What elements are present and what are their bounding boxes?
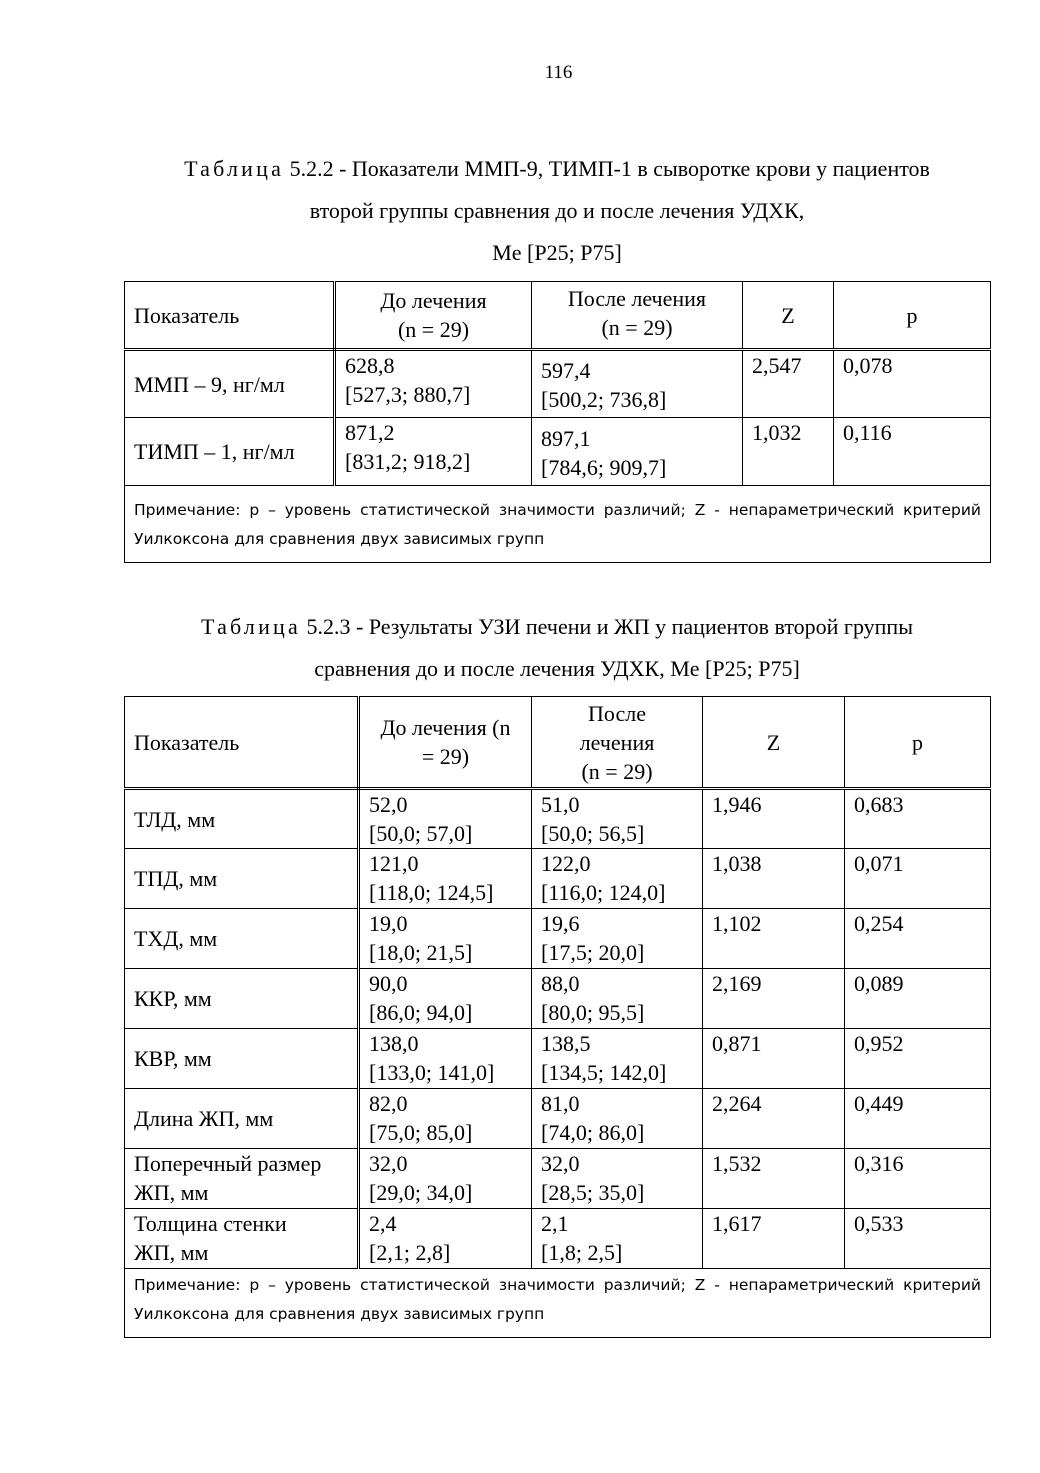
table2-r6-indicator: Длина ЖП, мм <box>125 1089 359 1149</box>
table1-header-indicator: Показатель <box>125 282 335 350</box>
table2-header-p: p <box>845 697 991 789</box>
table1-caption-line3: Me [P25; P75] <box>492 240 622 265</box>
table2-r7-after-range: [28,5; 35,0] <box>541 1180 645 1205</box>
table1-caption-text: 5.2.2 - Показатели ММП-9, ТИМП-1 в сыворотке крови у пациентов <box>289 156 930 181</box>
table2-r3-after <box>532 909 703 969</box>
table2-header-row <box>125 697 991 789</box>
table1-r2-after <box>532 418 743 486</box>
table2-r8-after-range: [1,8; 2,5] <box>541 1240 623 1265</box>
table2-r6-after <box>532 1089 703 1149</box>
table1 <box>124 281 991 563</box>
table2-r8-indicator-l1: Толщина стенки <box>134 1211 287 1236</box>
table1-header-after-l2: (n = 29) <box>601 315 673 340</box>
table1-r2-before-range: [831,2; 918,2] <box>345 449 471 474</box>
table-row <box>125 849 991 909</box>
table2-r8-after <box>532 1209 703 1269</box>
table2-r1-z: 1,946 <box>703 789 845 849</box>
table-row <box>125 909 991 969</box>
table2-r7-after <box>532 1149 703 1209</box>
table-row <box>125 969 991 1029</box>
table1-header-before <box>335 282 532 350</box>
table2-r6-before-range: [75,0; 85,0] <box>369 1120 473 1145</box>
page-number: 116 <box>544 62 573 83</box>
table-row <box>125 350 991 418</box>
table2-r4-before-range: [86,0; 94,0] <box>369 1000 473 1025</box>
table2-r2-z: 1,038 <box>703 849 845 909</box>
table2-note-row <box>125 1269 991 1338</box>
table1-header-after <box>532 282 743 350</box>
table1-r2-z: 1,032 <box>743 418 834 486</box>
table2-header-indicator: Показатель <box>125 697 359 789</box>
table2-caption <box>124 606 990 690</box>
table1-caption <box>124 148 990 274</box>
table2-r8-p: 0,533 <box>845 1209 991 1269</box>
table2-r4-after <box>532 969 703 1029</box>
table2-r5-p: 0,952 <box>845 1029 991 1089</box>
table1-header-before-l1: До лечения <box>380 288 487 313</box>
table1-r2-before-median: 871,2 <box>345 420 395 445</box>
table1-r2-before <box>335 418 532 486</box>
table1-r1-z: 2,547 <box>743 350 834 418</box>
table2-header-after-l3: (n = 29) <box>581 758 653 784</box>
table1-note-row <box>125 486 991 563</box>
table2-r5-after-median: 138,5 <box>541 1031 591 1056</box>
table1-r1-indicator: ММП – 9, нг/мл <box>125 350 335 418</box>
table2-caption-line1 <box>124 606 990 648</box>
table2-r1-indicator: ТЛД, мм <box>125 789 359 849</box>
table1-header-row <box>125 282 991 350</box>
table2-r3-z: 1,102 <box>703 909 845 969</box>
table2-header-after <box>532 697 703 789</box>
table2-r7-indicator <box>125 1149 359 1209</box>
table2-r3-indicator: ТХД, мм <box>125 909 359 969</box>
table2-r2-indicator: ТПД, мм <box>125 849 359 909</box>
table-row <box>125 1149 991 1209</box>
table1-r2-after-median: 897,1 <box>541 426 591 451</box>
table2-r7-z: 1,532 <box>703 1149 845 1209</box>
table2-r6-p: 0,449 <box>845 1089 991 1149</box>
table1-header-after-l1: После лечения <box>567 286 707 311</box>
table2-r8-indicator <box>125 1209 359 1269</box>
table2-r8-before-median: 2,4 <box>369 1211 397 1236</box>
table2-r1-before-median: 52,0 <box>369 792 408 817</box>
table2-r1-after <box>532 789 703 849</box>
table2-header-after-l2: лечения <box>579 729 655 755</box>
table1-r1-before-range: [527,3; 880,7] <box>345 382 471 407</box>
table1-note: Примечание: p – уровень статистической значимости различий; Z - непараметрический критерий Уилкоксона для сравнения двух зависимых групп <box>125 486 991 563</box>
table2-r6-z: 2,264 <box>703 1089 845 1149</box>
table1-header-p: p <box>834 282 991 350</box>
table1-r1-after <box>532 350 743 418</box>
table1-r1-before <box>335 350 532 418</box>
table2-r7-before-range: [29,0; 34,0] <box>369 1180 473 1205</box>
table2-r5-after <box>532 1029 703 1089</box>
table2-r4-after-median: 88,0 <box>541 971 580 996</box>
table2-r3-after-median: 19,6 <box>541 911 580 936</box>
table1-caption-label: Таблица <box>184 156 285 181</box>
table2-r2-after <box>532 849 703 909</box>
table2-r5-indicator: КВР, мм <box>125 1029 359 1089</box>
table2-r5-before <box>359 1029 532 1089</box>
table1-header-z: Z <box>743 282 834 350</box>
table2-r8-after-median: 2,1 <box>541 1211 569 1236</box>
table2-header-after-l1: После <box>588 700 646 726</box>
table2-r8-before-range: [2,1; 2,8] <box>369 1240 451 1265</box>
table2-r4-before-median: 90,0 <box>369 971 408 996</box>
table2-r2-before-median: 121,0 <box>369 851 419 876</box>
table2-r1-p: 0,683 <box>845 789 991 849</box>
table2-header-before-l2: = 29) <box>421 744 470 769</box>
table1-caption-line2: второй группы сравнения до и после лечения УДХК, <box>309 198 805 223</box>
table2-r6-before-median: 82,0 <box>369 1091 408 1116</box>
table2-r6-after-range: [74,0; 86,0] <box>541 1120 645 1145</box>
table2-r5-z: 0,871 <box>703 1029 845 1089</box>
table1-r2-indicator: ТИМП – 1, нг/мл <box>125 418 335 486</box>
table2-r7-before-median: 32,0 <box>369 1151 408 1176</box>
table-row <box>125 1029 991 1089</box>
table2-note: Примечание: p – уровень статистической значимости различий; Z - непараметрический критерий Уилкоксона для сравнения двух зависимых групп <box>125 1269 991 1338</box>
table1-r1-after-median: 597,4 <box>541 358 591 383</box>
table2-r4-z: 2,169 <box>703 969 845 1029</box>
table2 <box>124 696 991 1338</box>
table2-r8-indicator-l2: ЖП, мм <box>134 1240 209 1265</box>
table2-header-before <box>359 697 532 789</box>
table2-r7-p: 0,316 <box>845 1149 991 1209</box>
table-row <box>125 1089 991 1149</box>
table2-r2-after-median: 122,0 <box>541 851 591 876</box>
table2-header-z: Z <box>703 697 845 789</box>
table2-r2-before <box>359 849 532 909</box>
table2-r7-indicator-l1: Поперечный размер <box>134 1151 322 1176</box>
table1-r1-before-median: 628,8 <box>345 353 395 378</box>
table2-r5-after-range: [134,5; 142,0] <box>541 1060 667 1085</box>
table2-r7-after-median: 32,0 <box>541 1151 580 1176</box>
table2-r4-before <box>359 969 532 1029</box>
table2-r6-before <box>359 1089 532 1149</box>
table2-r6-after-median: 81,0 <box>541 1091 580 1116</box>
table2-r1-after-median: 51,0 <box>541 792 580 817</box>
table2-r3-before-median: 19,0 <box>369 911 408 936</box>
table2-r4-p: 0,089 <box>845 969 991 1029</box>
table2-r4-after-range: [80,0; 95,5] <box>541 1000 645 1025</box>
table2-r7-indicator-l2: ЖП, мм <box>134 1180 209 1205</box>
table1-header-before-l2: (n = 29) <box>397 317 470 342</box>
table2-r1-before <box>359 789 532 849</box>
table1-r2-p: 0,116 <box>834 418 991 486</box>
table-row <box>125 1209 991 1269</box>
table2-r7-before <box>359 1149 532 1209</box>
table2-r2-p: 0,071 <box>845 849 991 909</box>
table2-caption-label: Таблица <box>201 614 301 639</box>
table2-caption-text: 5.2.3 - Результаты УЗИ печени и ЖП у пациентов второй группы <box>306 614 913 639</box>
table2-r5-before-range: [133,0; 141,0] <box>369 1060 495 1085</box>
table1-r1-p: 0,078 <box>834 350 991 418</box>
table2-caption-line2: сравнения до и после лечения УДХК, Me [P25; P75] <box>314 656 800 681</box>
table2-r1-before-range: [50,0; 57,0] <box>369 821 473 846</box>
table2-header-before-l1: До лечения (n <box>380 715 511 740</box>
table2-r1-after-range: [50,0; 56,5] <box>541 821 645 846</box>
table1-r2-after-range: [784,6; 909,7] <box>541 455 667 480</box>
table2-r5-before-median: 138,0 <box>369 1031 419 1056</box>
table2-r3-before-range: [18,0; 21,5] <box>369 940 473 965</box>
table2-r4-indicator: ККР, мм <box>125 969 359 1029</box>
table2-r2-before-range: [118,0; 124,5] <box>369 880 494 905</box>
table2-r3-p: 0,254 <box>845 909 991 969</box>
table-row <box>125 418 991 486</box>
table1-r1-after-range: [500,2; 736,8] <box>541 387 667 412</box>
table2-r3-after-range: [17,5; 20,0] <box>541 940 645 965</box>
table2-r8-z: 1,617 <box>703 1209 845 1269</box>
table2-r3-before <box>359 909 532 969</box>
table2-r8-before <box>359 1209 532 1269</box>
table2-r2-after-range: [116,0; 124,0] <box>541 880 666 905</box>
table-row <box>125 789 991 849</box>
table1-caption-line1 <box>124 148 990 190</box>
